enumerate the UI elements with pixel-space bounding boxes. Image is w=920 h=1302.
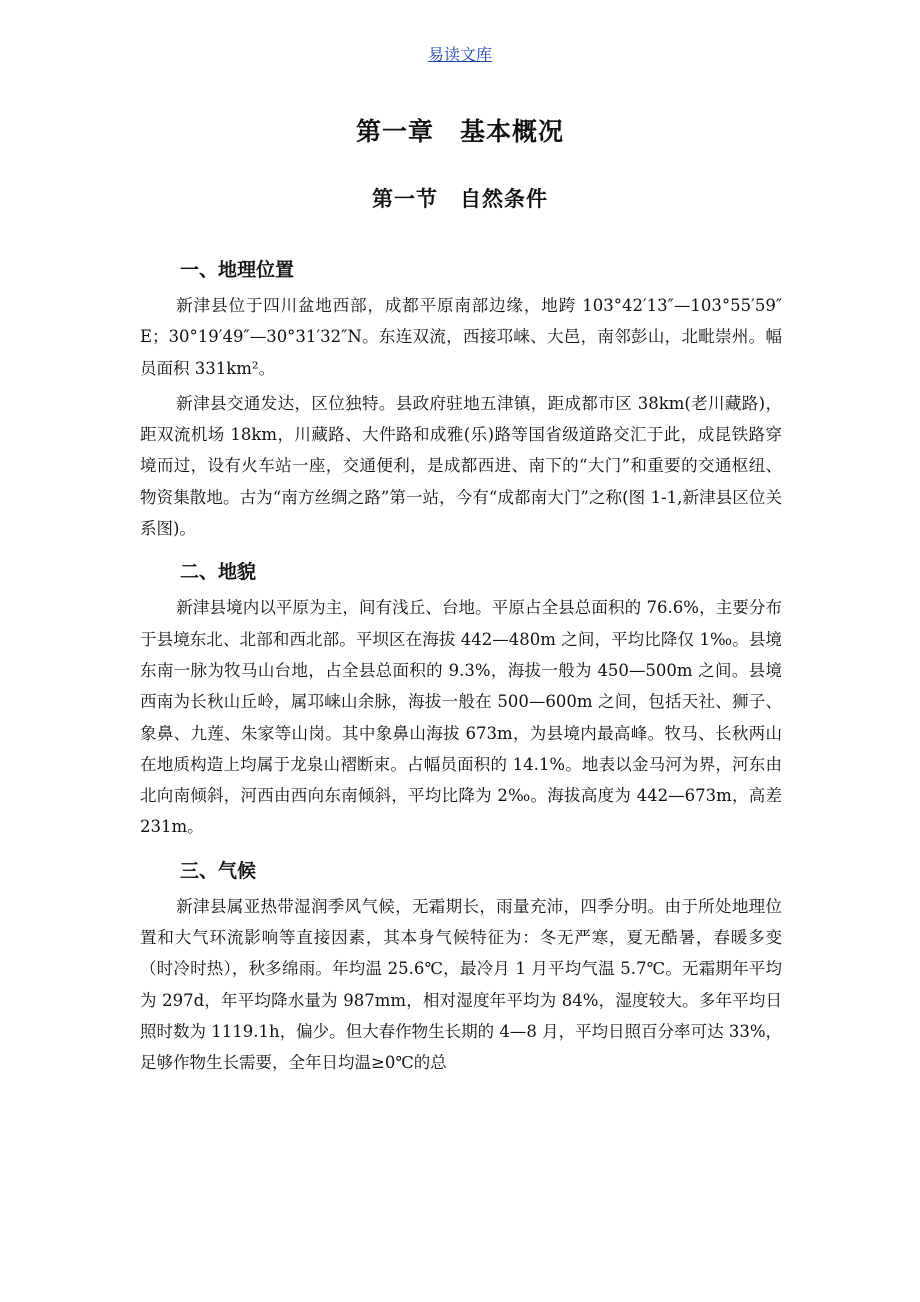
document-body: [140, 252, 782, 1083]
subsection-landform: [140, 554, 782, 842]
subsection-heading: 一、地理位置: [180, 259, 295, 281]
subsection-heading: 三、气候: [180, 859, 257, 882]
subsection-location: [140, 252, 782, 544]
chapter-title: 第一章 基本概况: [355, 117, 564, 146]
paragraph: 新津县交通发达，区位独特。县政府驻地五津镇，距成都市区 38km(老川藏路)，距双流机场 18km，川藏路、大件路和成雅(乐)路等国省级道路交汇于此，成昆铁路穿境而过，设有火车站一座，交通便利，是成都西进、南下的“大门”和重要的交通枢纽、物资集散地。古为“南方丝绸之路”第一站，今有“成都南大门”之称(图 1-1,新津县区位关系图)。: [140, 393, 782, 539]
subsection-heading: 二、地貌: [180, 561, 257, 584]
subsection-climate: [140, 853, 782, 1079]
section-title: 第一节 自然条件: [372, 187, 548, 211]
site-header-link[interactable]: 易读文库: [427, 45, 492, 64]
paragraph: 新津县位于四川盆地西部，成都平原南部边缘，地跨 103°42′13″—103°55′59″E；30°19′49″—30°31′32″N。东连双流，西接邛崃、大邑，南邻彭山，北毗崇州。幅员面积 331km²。: [140, 296, 782, 378]
paragraph: 新津县境内以平原为主，间有浅丘、台地。平原占全县总面积的 76.6%，主要分布于县境东北、北部和西北部。平坝区在海拔 442—480m 之间，平均比降仅 1‰。县境东南一脉为牧马山台地，占全县总面积的 9.3%，海拔一般为 450—500m 之间。县境西南为长秋山丘岭，属邛崃山余脉，海拔一般在 500—600m 之间，包括天社、狮子、象鼻、九莲、朱家等山岗。其中象鼻山海拔 673m，为县境内最高峰。牧马、长秋两山在地质构造上均属于龙泉山褶断束。占幅员面积的 14.1%。地表以金马河为界，河东由北向南倾斜，河西由西向东南倾斜，平均比降为 2‰。海拔高度为 442—673m，高差 231m。: [140, 598, 782, 837]
paragraph: 新津县属亚热带湿润季风气候，无霜期长，雨量充沛，四季分明。由于所处地理位置和大气环流影响等直接因素，其本身气候特征为：冬无严寒，夏无酷暑，春暖多变（时冷时热），秋多绵雨。年均温 25.6℃，最冷月 1 月平均气温 5.7℃。无霜期年平均为 297d，年平均降水量为 987mm，相对湿度年平均为 84%，湿度较大。多年平均日照时数为 1119.1h，偏少。但大春作物生长期的 4—8 月，平均日照百分率可达 33%，足够作物生长需要，全年日均温≥0℃的总: [140, 896, 783, 1073]
